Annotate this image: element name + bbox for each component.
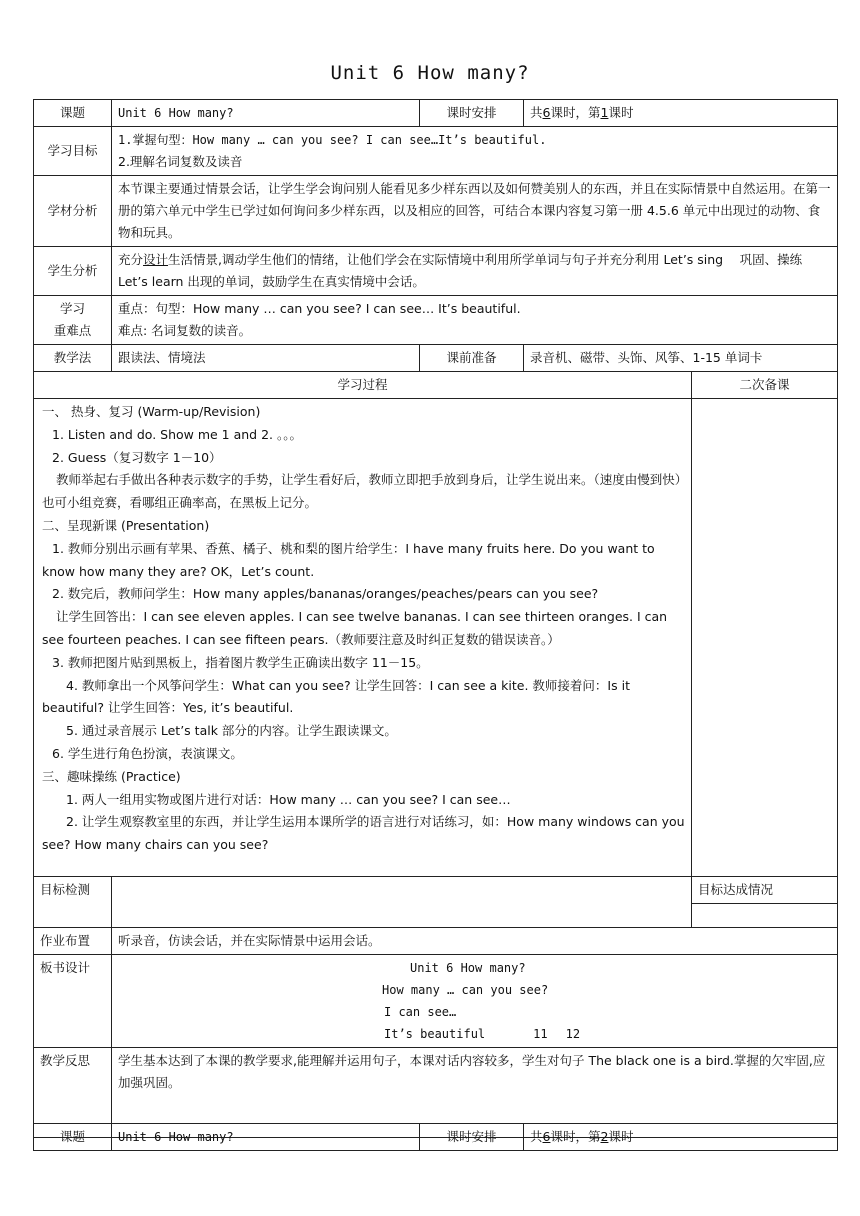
keypoint-item: 重点：句型：How many … can you see? I can see… It’s beautiful. xyxy=(118,301,521,316)
process-paragraph: 让学生回答出：I can see eleven apples. I can see twelve bananas. I can see thirteen oranges. I can see fourteen peaches. I can see fifteen pears.（教师要注意及时纠正复数的错误读音。） xyxy=(42,609,668,647)
process-paragraph: 教师举起右手做出各种表示数字的手势，让学生看好后，教师立即把手放到身后，让学生说出来。（速度由慢到快）也可小组竞赛，看哪组正确率高，在黑板上记分。 xyxy=(42,472,682,511)
process-section-heading: 二、呈现新课 (Presentation) xyxy=(42,517,210,533)
schedule-total: 6 xyxy=(542,105,551,120)
schedule-mid-2: 课时，第 xyxy=(550,1129,601,1144)
page-title: Unit 6 How many? xyxy=(330,62,530,84)
row-check xyxy=(34,877,838,904)
achieve-label: 目标达成情况 xyxy=(692,877,838,904)
process-step: 1. 两人一组用实物或图片进行对话：How many … can you see? I can see… xyxy=(66,791,511,807)
process-step: 2. Guess（复习数字 1－10） xyxy=(52,449,222,465)
process-step: 4. 教师拿出一个风筝问学生：What can you see? 让学生回答：I can see a kite. 教师接着问：Is it beautiful? 让学生回答：Yes, it’s beautiful. xyxy=(42,677,630,716)
check-content xyxy=(112,877,692,928)
course-value-2: Unit 6 How many? xyxy=(112,1124,420,1151)
process-step: 3. 教师把图片贴到黑板上，指着图片教学生正确读出数字 11－15。 xyxy=(52,654,429,670)
keypoints-content xyxy=(112,296,838,345)
board-line: Unit 6 How many? xyxy=(410,961,526,975)
course-value: Unit 6 How many? xyxy=(112,100,420,127)
keypoint-label-line: 学习 xyxy=(59,301,85,316)
goals-content xyxy=(112,127,838,176)
keypoint-label-line: 重难点 xyxy=(53,323,92,338)
process-section-heading: 三、趣味操练 (Practice) xyxy=(42,768,181,784)
schedule-current-2: 2 xyxy=(600,1129,609,1144)
row-homework xyxy=(34,928,838,955)
process-step: 1. 教师分别出示画有苹果、香蕉、橘子、桃和梨的图片给学生：I have many fruits here. Do you want to know how many they are? OK，Let’s count. xyxy=(42,540,655,579)
schedule-total-2: 6 xyxy=(542,1129,551,1144)
board-line-text: It’s beautiful xyxy=(384,1027,486,1041)
schedule-value xyxy=(524,100,838,127)
board-line xyxy=(382,1023,831,1045)
board-number: 12 xyxy=(565,1027,581,1041)
second-prep-header: 二次备课 xyxy=(692,372,838,399)
prep-value: 录音机、磁带、头饰、风筝、1-15 单词卡 xyxy=(524,345,838,372)
material-label: 学材分析 xyxy=(34,176,112,247)
schedule-pre-2: 共 xyxy=(530,1129,543,1144)
keypoint-item: 难点: 名词复数的读音。 xyxy=(118,323,252,338)
board-line: How many … can you see? xyxy=(382,983,549,997)
row-method xyxy=(34,345,838,372)
schedule-current: 1 xyxy=(600,105,609,120)
schedule-post-2: 课时 xyxy=(608,1129,634,1144)
student-pre: 充分 xyxy=(118,252,144,267)
schedule-pre: 共 xyxy=(530,105,543,120)
schedule-label: 课时安排 xyxy=(420,100,524,127)
goals-label: 学习目标 xyxy=(34,127,112,176)
schedule-value-2 xyxy=(524,1124,838,1151)
lesson-plan-table-2 xyxy=(33,1123,838,1151)
student-underlined: 设计 xyxy=(143,252,169,267)
row-board xyxy=(34,955,838,1048)
process-step: 5. 通过录音展示 Let’s talk 部分的内容。让学生跟读课文。 xyxy=(66,723,397,739)
row-keypoints xyxy=(34,296,838,345)
schedule-post: 课时 xyxy=(608,105,634,120)
check-label: 目标检测 xyxy=(34,877,112,928)
schedule-label-2: 课时安排 xyxy=(420,1124,524,1151)
board-line: I can see… xyxy=(384,1005,457,1019)
course-label-2: 课题 xyxy=(34,1124,112,1151)
prep-label: 课前准备 xyxy=(420,345,524,372)
process-step: 1. Listen and do. Show me 1 and 2. 。。。 xyxy=(52,426,302,442)
row-process-header xyxy=(34,372,838,399)
homework-label: 作业布置 xyxy=(34,928,112,955)
reflection-text: 学生基本达到了本课的教学要求,能理解并运用句子，本课对话内容较多，学生对句子 The black one is a bird.掌握的欠牢固,应加强巩固。 xyxy=(112,1048,838,1138)
goal-item: 2.理解名词复数及读音 xyxy=(118,154,243,169)
student-text xyxy=(112,247,838,296)
method-value: 跟读法、情境法 xyxy=(112,345,420,372)
course-label: 课题 xyxy=(34,100,112,127)
second-prep-content xyxy=(692,399,838,877)
goal-item: 1.掌握句型：How many … can you see? I can see…It’s beautiful. xyxy=(118,133,547,147)
process-content xyxy=(34,399,692,877)
student-label: 学生分析 xyxy=(34,247,112,296)
row-course-2 xyxy=(34,1124,838,1151)
process-header: 学习过程 xyxy=(34,372,692,399)
keypoint-label xyxy=(34,296,112,345)
row-goals xyxy=(34,127,838,176)
process-step: 2. 数完后，教师问学生：How many apples/bananas/oranges/peaches/pears can you see? xyxy=(52,586,599,602)
process-step: 2. 让学生观察教室里的东西，并让学生运用本课所学的语言进行对话练习，如：How many windows can you see? How many chairs can you see? xyxy=(42,814,685,853)
achieve-content xyxy=(692,904,838,928)
lesson-plan-table-1 xyxy=(33,99,838,1138)
board-label: 板书设计 xyxy=(34,955,112,1048)
board-content xyxy=(112,955,838,1048)
row-process xyxy=(34,399,838,877)
process-section-heading: 一、 热身、复习 (Warm-up/Revision) xyxy=(42,404,261,419)
reflection-label: 教学反思 xyxy=(34,1048,112,1138)
board-number: 11 xyxy=(533,1027,548,1041)
student-post: 生活情景,调动学生他们的情绪，让他们学会在实际情境中利用所学单词与句子并充分利用 Let’s sing 巩固、操练 Let’s learn 出现的单词，鼓励学生在真实情境中会话。 xyxy=(118,252,803,289)
method-label: 教学法 xyxy=(34,345,112,372)
material-text: 本节课主要通过情景会话，让学生学会询问别人能看见多少样东西以及如何赞美别人的东西，并且在实际情景中自然运用。在第一册的第六单元中学生已学过如何询问多少样东西，以及相应的回答，可结合本课内容复习第一册 4.5.6 单元中出现过的动物、食物和玩具。 xyxy=(112,176,838,247)
homework-value: 听录音，仿读会话，并在实际情景中运用会话。 xyxy=(112,928,838,955)
schedule-mid: 课时，第 xyxy=(550,105,601,120)
row-material xyxy=(34,176,838,247)
row-student xyxy=(34,247,838,296)
row-course xyxy=(34,100,838,127)
process-step: 6. 学生进行角色扮演，表演课文。 xyxy=(52,745,243,761)
